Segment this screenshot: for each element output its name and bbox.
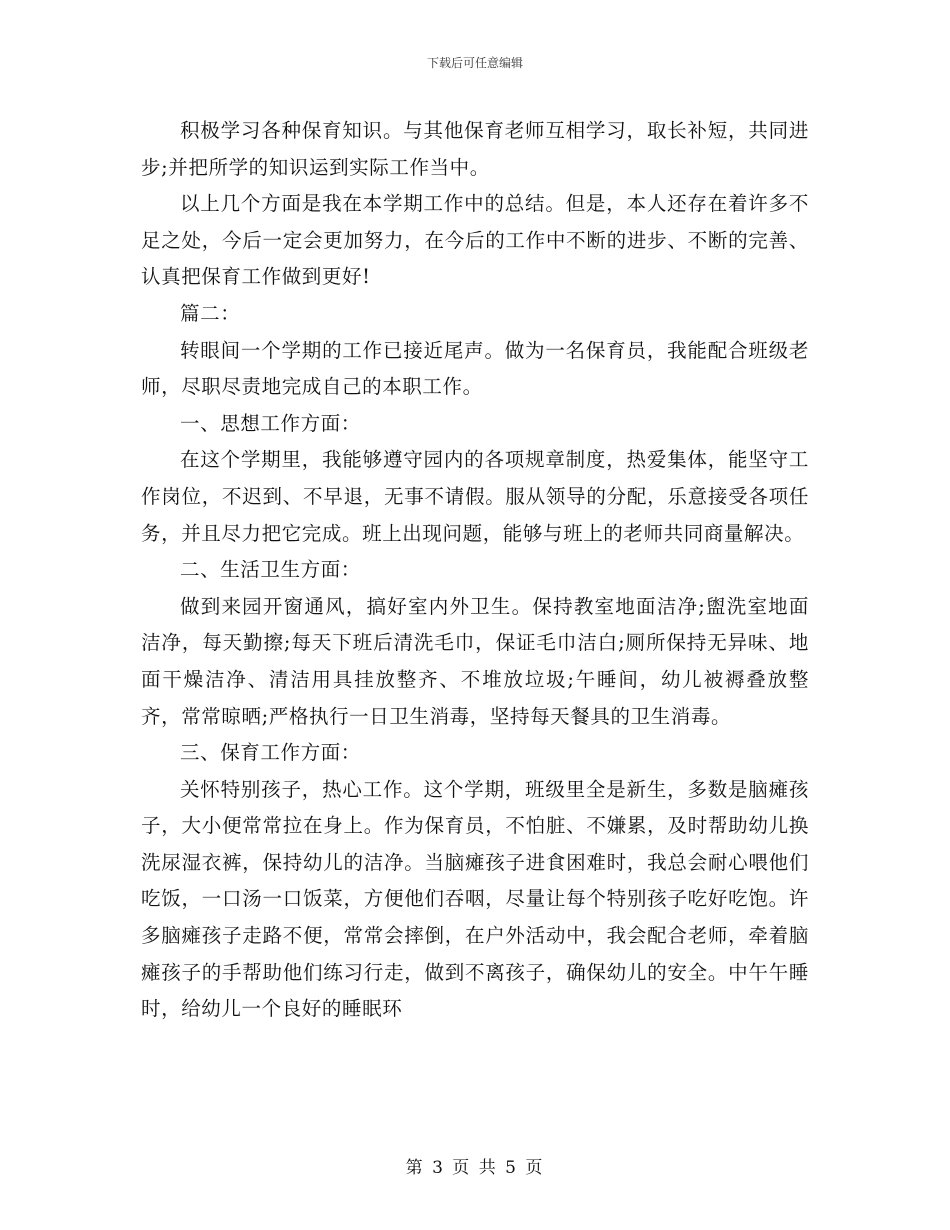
paragraph: 关怀特别孩子，热心工作。这个学期，班级里全是新生，多数是脑瘫孩子，大小便常常拉在身上。作为保育员，不怕脏、不嫌累，及时帮助幼儿换洗尿湿衣裤，保持幼儿的洁净。当脑瘫孩子进食困难时，我总会耐心喂他们吃饭，一口汤一口饭菜，方便他们吞咽，尽量让每个特别孩子吃好吃饱。许多脑瘫孩子走路不便，常常会摔倒，在户外活动中，我会配合老师，牵着脑瘫孩子的手帮助他们练习行走，做到不离孩子，确保幼儿的安全。中午午睡时，给幼儿一个良好的睡眠环 bbox=[141, 777, 809, 1021]
paragraph: 转眼间一个学期的工作已接近尾声。做为一名保育员，我能配合班级老师，尽职尽责地完成自己的本职工作。 bbox=[141, 338, 809, 399]
document-body bbox=[141, 113, 809, 1028]
section-heading: 三、保育工作方面： bbox=[180, 741, 361, 765]
section-heading: 一、思想工作方面： bbox=[180, 411, 361, 435]
paragraph: 以上几个方面是我在本学期工作中的总结。但是，本人还存在着许多不足之处，今后一定会更加努力，在今后的工作中不断的进步、不断的完善、认真把保育工作做到更好! bbox=[141, 192, 809, 289]
paragraph: 做到来园开窗通风，搞好室内外卫生。保持教室地面洁净;盥洗室地面洁净，每天勤擦;每天下班后清洗毛巾，保证毛巾洁白;厕所保持无异味、地面干燥洁净、清洁用具挂放整齐、不堆放垃圾;午睡间，幼儿被褥叠放整齐，常常晾晒;严格执行一日卫生消毒，坚持每天餐具的卫生消毒。 bbox=[141, 594, 809, 728]
section-heading: 篇二： bbox=[180, 301, 241, 325]
page-header-note: 下载后可任意编辑 bbox=[426, 56, 523, 70]
page-number: 第 3 页 共 5 页 bbox=[405, 1158, 545, 1178]
paragraph: 在这个学期里，我能够遵守园内的各项规章制度，热爱集体，能坚守工作岗位，不迟到、不早退，无事不请假。服从领导的分配，乐意接受各项任务，并且尽力把它完成。班上出现问题，能够与班上的老师共同商量解决。 bbox=[141, 448, 809, 545]
paragraph: 积极学习各种保育知识。与其他保育老师互相学习，取长补短，共同进步;并把所学的知识运到实际工作当中。 bbox=[141, 119, 809, 179]
section-heading: 二、生活卫生方面： bbox=[180, 558, 361, 582]
